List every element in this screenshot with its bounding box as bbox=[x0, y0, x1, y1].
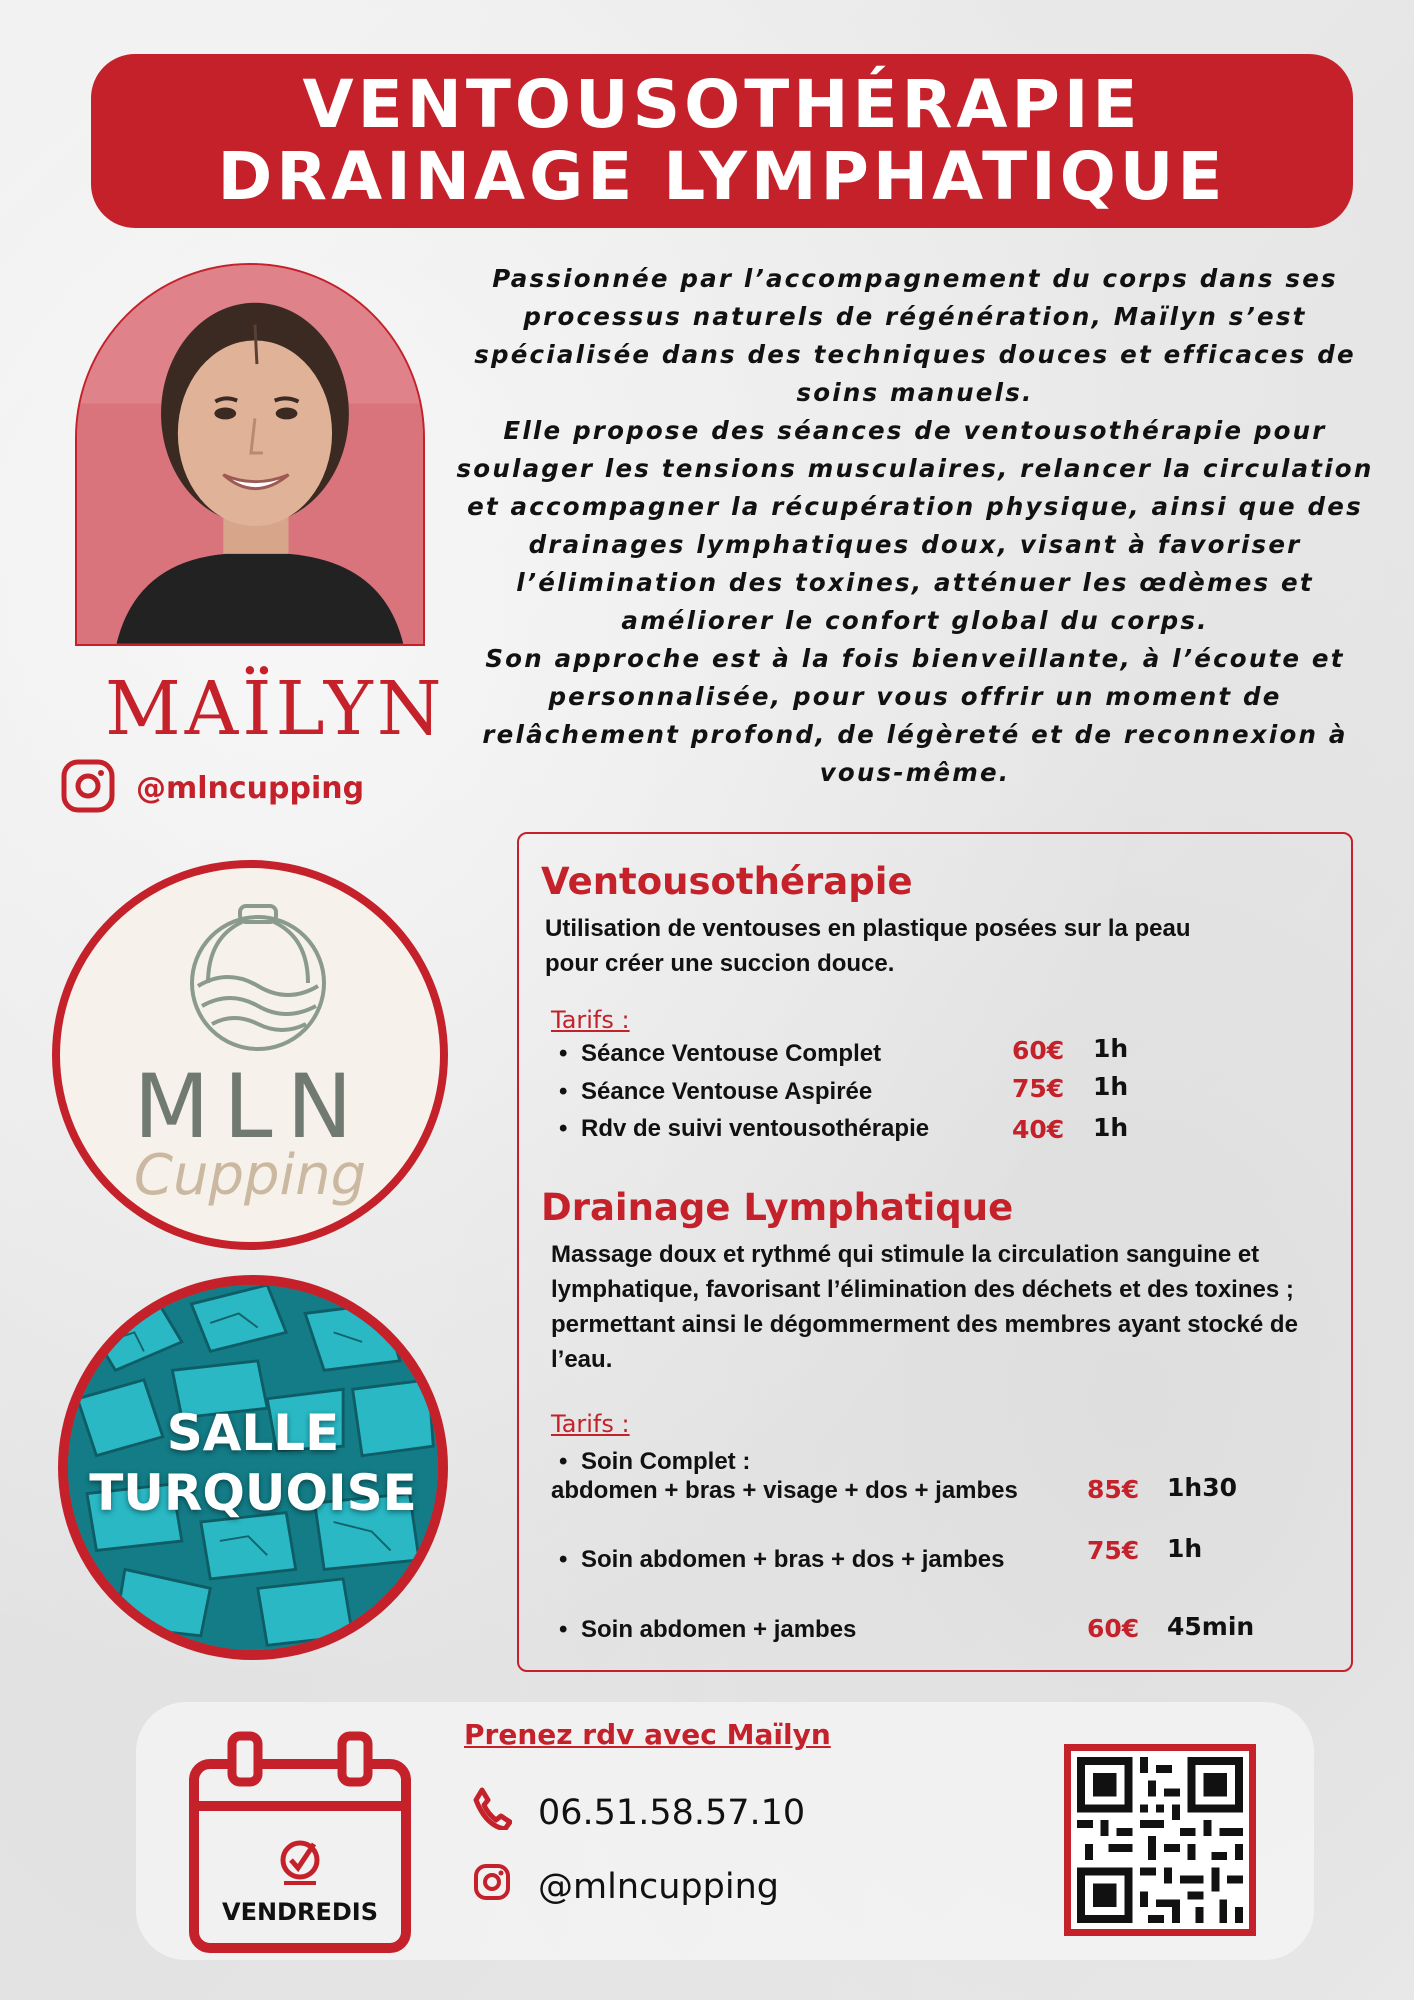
intro-line: Son approche est à la fois bienveillante, à l’écoute et bbox=[485, 644, 1345, 673]
salle-turquoise-badge bbox=[58, 1275, 448, 1660]
service-price: 75€ bbox=[1087, 1536, 1140, 1565]
service-price: 85€ bbox=[1087, 1475, 1140, 1504]
bullet: • bbox=[559, 1448, 568, 1475]
instagram-icon bbox=[472, 1862, 512, 1911]
drainage-description bbox=[551, 1237, 1298, 1377]
price-row-detail bbox=[519, 1473, 1351, 1513]
instagram-handle: @mlncupping bbox=[538, 1866, 779, 1907]
intro-line: et accompagner la récupération physique, ainsi que des bbox=[467, 492, 1363, 521]
price-row bbox=[519, 1115, 1351, 1151]
portrait-illustration bbox=[77, 265, 423, 644]
service-label: Séance Ventouse Aspirée bbox=[581, 1078, 873, 1105]
drainage-title: Drainage Lymphatique bbox=[541, 1186, 1014, 1229]
ventouse-tarifs-label: Tarifs : bbox=[551, 1006, 630, 1034]
service-label: Soin abdomen + jambes bbox=[581, 1616, 857, 1643]
logo-main-text: MLN bbox=[133, 1055, 367, 1158]
salle-turquoise-text bbox=[68, 1403, 438, 1523]
service-price: 40€ bbox=[1012, 1115, 1065, 1144]
service-label: Séance Ventouse Complet bbox=[581, 1040, 882, 1067]
ventouse-description bbox=[545, 911, 1191, 981]
service-duration: 1h bbox=[1093, 1072, 1129, 1101]
drainage-desc-line: lymphatique, favorisant l’élimination des déchets et des toxines ; bbox=[551, 1276, 1294, 1303]
service-label: Soin Complet : bbox=[581, 1448, 751, 1475]
service-price: 75€ bbox=[1012, 1074, 1065, 1103]
portrait-photo bbox=[75, 263, 425, 646]
price-row bbox=[519, 1534, 1351, 1582]
salle-line-2: TURQUOISE bbox=[89, 1464, 417, 1522]
intro-line: l’élimination des toxines, atténuer les œdèmes et bbox=[516, 568, 1314, 597]
drainage-desc-line: permettant ainsi le dégommerment des membres ayant stocké de bbox=[551, 1311, 1298, 1338]
title-banner bbox=[91, 54, 1353, 228]
service-label: Soin abdomen + bras + dos + jambes bbox=[581, 1546, 1005, 1573]
drainage-desc-line: Massage doux et rythmé qui stimule la circulation sanguine et bbox=[551, 1241, 1260, 1268]
price-row bbox=[519, 1034, 1351, 1076]
intro-line: améliorer le confort global du corps. bbox=[621, 606, 1209, 635]
intro-line: vous-même. bbox=[819, 758, 1011, 787]
practitioner-name: MAÏLYN bbox=[105, 666, 446, 752]
intro-line: spécialisée dans des techniques douces et efficaces de bbox=[474, 340, 1356, 369]
intro-line: relâchement profond, de légèreté et de reconnexion à bbox=[482, 720, 1348, 749]
ventouse-desc-line: Utilisation de ventouses en plastique posées sur la peau bbox=[545, 915, 1191, 942]
service-duration: 1h bbox=[1093, 1113, 1129, 1142]
service-label: Rdv de suivi ventousothérapie bbox=[581, 1115, 930, 1142]
service-duration: 1h30 bbox=[1167, 1473, 1237, 1502]
service-price: 60€ bbox=[1012, 1036, 1065, 1065]
cupping-jar-icon bbox=[178, 898, 338, 1058]
intro-line: processus naturels de régénération, Maïlyn s’est bbox=[523, 302, 1307, 331]
logo-sub-text: Cupping bbox=[133, 1143, 367, 1208]
phone-icon bbox=[472, 1786, 512, 1839]
drainage-tarifs-label: Tarifs : bbox=[551, 1410, 630, 1438]
drainage-desc-line: l’eau. bbox=[551, 1346, 613, 1373]
intro-line: Elle propose des séances de ventousothérapie pour bbox=[503, 416, 1327, 445]
bullet: • bbox=[559, 1115, 568, 1142]
mln-cupping-logo bbox=[52, 860, 448, 1250]
intro-line: personnalisée, pour vous offrir un moment de bbox=[548, 682, 1282, 711]
instagram-contact[interactable] bbox=[472, 1862, 779, 1911]
intro-line: Passionnée par l’accompagnement du corps dans ses bbox=[492, 264, 1338, 293]
phone-number: 06.51.58.57.10 bbox=[538, 1792, 806, 1833]
bullet: • bbox=[559, 1546, 568, 1573]
price-row bbox=[519, 1612, 1351, 1652]
service-duration: 1h bbox=[1093, 1034, 1129, 1063]
instagram-handle-top[interactable] bbox=[60, 758, 364, 819]
instagram-icon bbox=[60, 758, 116, 819]
service-duration: 45min bbox=[1167, 1612, 1255, 1641]
instagram-handle-text: @mlncupping bbox=[136, 771, 365, 806]
phone-contact[interactable] bbox=[472, 1786, 805, 1839]
calendar-icon bbox=[188, 1730, 412, 1954]
price-row bbox=[519, 1072, 1351, 1114]
ventouse-desc-line: pour créer une succion douce. bbox=[545, 950, 895, 977]
bullet: • bbox=[559, 1616, 568, 1643]
calendar-day-text: VENDREDIS bbox=[222, 1898, 378, 1926]
service-price: 60€ bbox=[1087, 1614, 1140, 1643]
title-line-2: DRAINAGE LYMPHATIQUE bbox=[217, 138, 1227, 215]
salle-line-1: SALLE bbox=[166, 1404, 340, 1462]
bullet: • bbox=[559, 1078, 568, 1105]
service-detail: abdomen + bras + visage + dos + jambes bbox=[551, 1477, 1018, 1504]
service-duration: 1h bbox=[1167, 1534, 1203, 1563]
qr-code[interactable] bbox=[1064, 1744, 1256, 1936]
intro-paragraph bbox=[455, 260, 1375, 792]
qr-code-icon bbox=[1077, 1757, 1243, 1923]
services-panel bbox=[517, 832, 1353, 1672]
ventouse-title: Ventousothérapie bbox=[541, 860, 913, 903]
title-line-1: VENTOUSOTHÉRAPIE bbox=[302, 66, 1142, 143]
intro-line: soins manuels. bbox=[796, 378, 1034, 407]
intro-line: soulager les tensions musculaires, relancer la circulation bbox=[456, 454, 1374, 483]
intro-line: drainages lymphatiques doux, visant à favoriser bbox=[528, 530, 1302, 559]
appointment-title: Prenez rdv avec Maïlyn bbox=[464, 1718, 831, 1751]
bullet: • bbox=[559, 1040, 568, 1067]
